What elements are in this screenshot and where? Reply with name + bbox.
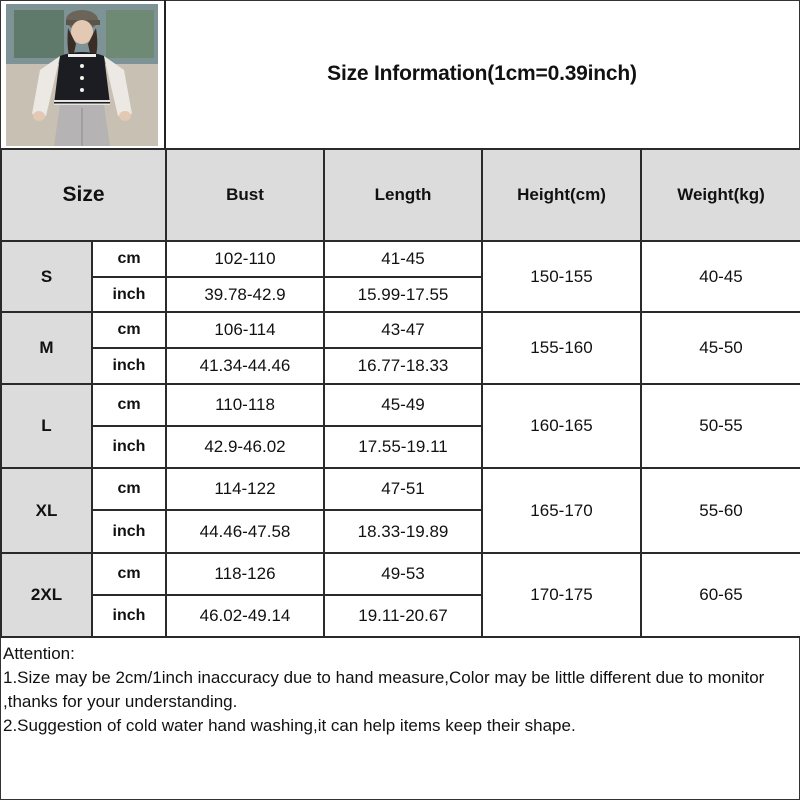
size-label-s: S: [1, 241, 92, 312]
length-cm-value: 41-45: [324, 241, 482, 277]
bust-cm-value: 102-110: [166, 241, 324, 277]
length-cm-value: 45-49: [324, 384, 482, 426]
table-row: [1, 384, 800, 426]
column-header-size: Size: [1, 149, 166, 241]
attention-line-2: 2.Suggestion of cold water hand washing,it can help items keep their shape.: [3, 716, 576, 735]
height-value: 165-170: [482, 468, 641, 553]
size-label-2xl: 2XL: [1, 553, 92, 637]
weight-value: 45-50: [641, 312, 800, 384]
bust-inch-value: 46.02-49.14: [166, 595, 324, 637]
length-inch-value: 16.77-18.33: [324, 348, 482, 384]
bust-cm-value: 114-122: [166, 468, 324, 510]
product-photo: [6, 4, 158, 146]
attention-line-1: 1.Size may be 2cm/1inch inaccuracy due to hand measure,Color may be little different due to monitor ,thanks for your understanding.: [3, 668, 765, 711]
column-header-weight: Weight(kg): [641, 149, 800, 241]
unit-inch: inch: [92, 426, 166, 468]
bust-cm-value: 110-118: [166, 384, 324, 426]
height-value: 155-160: [482, 312, 641, 384]
size-label-l: L: [1, 384, 92, 468]
unit-cm: cm: [92, 468, 166, 510]
weight-value: 55-60: [641, 468, 800, 553]
length-inch-value: 17.55-19.11: [324, 426, 482, 468]
bust-cm-value: 118-126: [166, 553, 324, 595]
bust-cm-value: 106-114: [166, 312, 324, 348]
size-table: [0, 148, 800, 638]
unit-cm: cm: [92, 553, 166, 595]
table-row: [1, 553, 800, 595]
length-cm-value: 47-51: [324, 468, 482, 510]
bust-inch-value: 41.34-44.46: [166, 348, 324, 384]
length-inch-value: 18.33-19.89: [324, 510, 482, 553]
table-row: [1, 468, 800, 510]
height-value: 160-165: [482, 384, 641, 468]
length-inch-value: 15.99-17.55: [324, 277, 482, 312]
unit-cm: cm: [92, 312, 166, 348]
attention-heading: Attention:: [3, 644, 75, 663]
table-row: [1, 312, 800, 348]
size-label-xl: XL: [1, 468, 92, 553]
table-row: [1, 241, 800, 277]
bust-inch-value: 39.78-42.9: [166, 277, 324, 312]
column-header-bust: Bust: [166, 149, 324, 241]
column-header-height: Height(cm): [482, 149, 641, 241]
length-cm-value: 49-53: [324, 553, 482, 595]
column-header-length: Length: [324, 149, 482, 241]
length-cm-value: 43-47: [324, 312, 482, 348]
unit-inch: inch: [92, 510, 166, 553]
weight-value: 50-55: [641, 384, 800, 468]
bust-inch-value: 42.9-46.02: [166, 426, 324, 468]
weight-value: 40-45: [641, 241, 800, 312]
length-inch-value: 19.11-20.67: [324, 595, 482, 637]
height-value: 170-175: [482, 553, 641, 637]
size-chart-header: [0, 0, 800, 150]
unit-inch: inch: [92, 595, 166, 637]
unit-cm: cm: [92, 384, 166, 426]
height-value: 150-155: [482, 241, 641, 312]
unit-inch: inch: [92, 277, 166, 312]
unit-inch: inch: [92, 348, 166, 384]
weight-value: 60-65: [641, 553, 800, 637]
product-photo-illustration: [6, 4, 158, 146]
page-title: Size Information(1cm=0.39inch): [327, 62, 637, 85]
bust-inch-value: 44.46-47.58: [166, 510, 324, 553]
attention-notes: [3, 642, 793, 738]
unit-cm: cm: [92, 241, 166, 277]
table-header-row: [1, 149, 800, 241]
size-label-m: M: [1, 312, 92, 384]
